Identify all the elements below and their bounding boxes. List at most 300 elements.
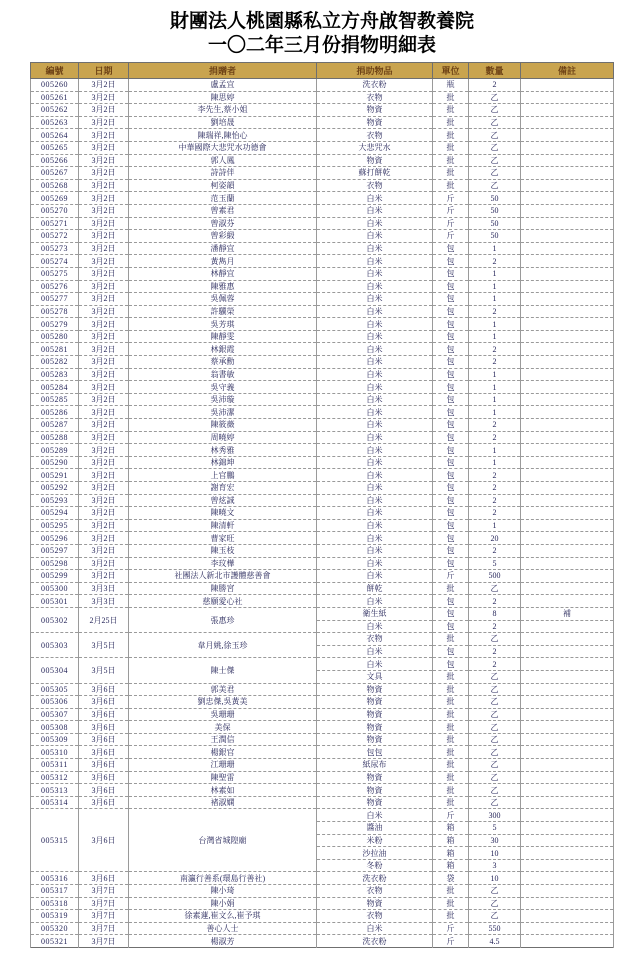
cell-item: 白米 xyxy=(317,230,433,243)
cell-date: 3月2日 xyxy=(79,368,129,381)
cell-item: 物資 xyxy=(317,104,433,117)
cell-id: 005302 xyxy=(31,607,79,632)
cell-unit: 批 xyxy=(433,796,469,809)
table-row xyxy=(31,482,614,495)
cell-item: 白米 xyxy=(317,456,433,469)
cell-date: 3月5日 xyxy=(79,658,129,683)
cell-unit: 批 xyxy=(433,129,469,142)
cell-date: 3月6日 xyxy=(79,809,129,872)
cell-note xyxy=(521,129,614,142)
cell-donor: 江珊珊 xyxy=(129,759,317,772)
table-row xyxy=(31,456,614,469)
cell-item: 白米 xyxy=(317,280,433,293)
cell-qty: 2 xyxy=(469,507,521,520)
cell-id: 005319 xyxy=(31,910,79,923)
cell-donor: 劉培晟 xyxy=(129,116,317,129)
table-row xyxy=(31,885,614,898)
cell-date: 3月7日 xyxy=(79,910,129,923)
cell-date: 3月6日 xyxy=(79,872,129,885)
table-row xyxy=(31,519,614,532)
table-row xyxy=(31,595,614,608)
cell-note xyxy=(521,885,614,898)
cell-date: 3月2日 xyxy=(79,356,129,369)
cell-date: 3月3日 xyxy=(79,595,129,608)
cell-unit: 斤 xyxy=(433,192,469,205)
cell-item: 沙拉油 xyxy=(317,847,433,860)
cell-note xyxy=(521,79,614,92)
table-row xyxy=(31,280,614,293)
table-row xyxy=(31,696,614,709)
cell-donor: 陳曉文 xyxy=(129,507,317,520)
cell-donor: 陳思婷 xyxy=(129,91,317,104)
cell-donor: 謝育宏 xyxy=(129,482,317,495)
cell-note xyxy=(521,204,614,217)
cell-donor: 潘靜宜 xyxy=(129,242,317,255)
cell-donor: 許驥榮 xyxy=(129,305,317,318)
cell-note xyxy=(521,179,614,192)
cell-donor: 林銀霞 xyxy=(129,343,317,356)
table-row xyxy=(31,796,614,809)
cell-note xyxy=(521,570,614,583)
cell-qty: 乙 xyxy=(469,746,521,759)
cell-id: 005265 xyxy=(31,141,79,154)
cell-qty: 2 xyxy=(469,595,521,608)
cell-unit: 斤 xyxy=(433,204,469,217)
table-row xyxy=(31,267,614,280)
table-row xyxy=(31,633,614,646)
cell-qty: 乙 xyxy=(469,670,521,683)
cell-date: 3月6日 xyxy=(79,733,129,746)
cell-qty: 1 xyxy=(469,330,521,343)
cell-qty: 乙 xyxy=(469,910,521,923)
cell-note xyxy=(521,255,614,268)
cell-date: 3月2日 xyxy=(79,167,129,180)
cell-note xyxy=(521,217,614,230)
cell-date: 3月2日 xyxy=(79,419,129,432)
cell-unit: 包 xyxy=(433,343,469,356)
cell-donor: 陳清軒 xyxy=(129,519,317,532)
cell-id: 005307 xyxy=(31,708,79,721)
cell-donor: 林素如 xyxy=(129,784,317,797)
cell-note xyxy=(521,192,614,205)
cell-item: 物資 xyxy=(317,796,433,809)
cell-note xyxy=(521,544,614,557)
table-row xyxy=(31,444,614,457)
document-title xyxy=(30,10,614,58)
cell-unit: 包 xyxy=(433,305,469,318)
cell-item: 包包 xyxy=(317,746,433,759)
cell-note xyxy=(521,658,614,671)
cell-note xyxy=(521,620,614,633)
table-row xyxy=(31,356,614,369)
cell-qty: 3 xyxy=(469,859,521,872)
table-row xyxy=(31,419,614,432)
cell-unit: 批 xyxy=(433,179,469,192)
cell-qty: 乙 xyxy=(469,129,521,142)
donation-table xyxy=(30,62,614,948)
cell-item: 白米 xyxy=(317,532,433,545)
cell-qty: 50 xyxy=(469,230,521,243)
cell-qty: 5 xyxy=(469,822,521,835)
cell-note: 補 xyxy=(521,607,614,620)
cell-date: 3月2日 xyxy=(79,204,129,217)
cell-item: 白米 xyxy=(317,595,433,608)
cell-donor: 陳小娟 xyxy=(129,897,317,910)
cell-id: 005318 xyxy=(31,897,79,910)
cell-unit: 批 xyxy=(433,104,469,117)
cell-note xyxy=(521,771,614,784)
cell-qty: 1 xyxy=(469,393,521,406)
cell-id: 005311 xyxy=(31,759,79,772)
cell-donor: 李玟樺 xyxy=(129,557,317,570)
table-row xyxy=(31,544,614,557)
cell-date: 3月7日 xyxy=(79,922,129,935)
cell-donor: 褚淑嫻 xyxy=(129,796,317,809)
table-row xyxy=(31,368,614,381)
cell-date: 3月2日 xyxy=(79,129,129,142)
cell-unit: 批 xyxy=(433,91,469,104)
cell-unit: 包 xyxy=(433,419,469,432)
cell-note xyxy=(521,267,614,280)
cell-note xyxy=(521,935,614,948)
cell-note xyxy=(521,280,614,293)
cell-donor: 吳守義 xyxy=(129,381,317,394)
cell-donor: 周曉婷 xyxy=(129,431,317,444)
cell-qty: 乙 xyxy=(469,759,521,772)
cell-donor: 吳芳琪 xyxy=(129,318,317,331)
cell-qty: 乙 xyxy=(469,733,521,746)
cell-id: 005295 xyxy=(31,519,79,532)
cell-note xyxy=(521,419,614,432)
cell-qty: 2 xyxy=(469,419,521,432)
table-row xyxy=(31,230,614,243)
cell-item: 白米 xyxy=(317,204,433,217)
cell-item: 白米 xyxy=(317,318,433,331)
cell-qty: 1 xyxy=(469,293,521,306)
cell-id: 005315 xyxy=(31,809,79,872)
cell-item: 白米 xyxy=(317,645,433,658)
cell-date: 3月5日 xyxy=(79,633,129,658)
cell-donor: 吳佩蓉 xyxy=(129,293,317,306)
cell-item: 白米 xyxy=(317,381,433,394)
cell-donor: 陳瑞祥,陳怡心 xyxy=(129,129,317,142)
cell-unit: 批 xyxy=(433,885,469,898)
cell-date: 3月2日 xyxy=(79,91,129,104)
table-row xyxy=(31,759,614,772)
cell-item: 白米 xyxy=(317,343,433,356)
cell-note xyxy=(521,456,614,469)
cell-donor: 徐素蓮,崔文么,崔予琪 xyxy=(129,910,317,923)
cell-item: 白米 xyxy=(317,330,433,343)
table-row xyxy=(31,507,614,520)
cell-unit: 包 xyxy=(433,431,469,444)
table-row xyxy=(31,255,614,268)
cell-date: 3月2日 xyxy=(79,444,129,457)
cell-note xyxy=(521,330,614,343)
cell-unit: 斤 xyxy=(433,230,469,243)
table-row xyxy=(31,204,614,217)
cell-date: 3月2日 xyxy=(79,217,129,230)
cell-date: 3月6日 xyxy=(79,696,129,709)
cell-qty: 20 xyxy=(469,532,521,545)
cell-donor: 詩詩伴 xyxy=(129,167,317,180)
table-row xyxy=(31,242,614,255)
cell-item: 白米 xyxy=(317,293,433,306)
cell-item: 白米 xyxy=(317,469,433,482)
cell-id: 005279 xyxy=(31,318,79,331)
cell-id: 005306 xyxy=(31,696,79,709)
cell-unit: 斤 xyxy=(433,935,469,948)
cell-id: 005268 xyxy=(31,179,79,192)
table-row xyxy=(31,733,614,746)
cell-unit: 斤 xyxy=(433,922,469,935)
table-row xyxy=(31,582,614,595)
cell-unit: 包 xyxy=(433,482,469,495)
cell-item: 洗衣粉 xyxy=(317,872,433,885)
cell-qty: 1 xyxy=(469,318,521,331)
cell-unit: 包 xyxy=(433,532,469,545)
table-row xyxy=(31,104,614,117)
cell-qty: 1 xyxy=(469,456,521,469)
cell-item: 白米 xyxy=(317,192,433,205)
cell-item: 衛生紙 xyxy=(317,607,433,620)
cell-note xyxy=(521,154,614,167)
table-row xyxy=(31,192,614,205)
cell-date: 3月2日 xyxy=(79,255,129,268)
cell-qty: 8 xyxy=(469,607,521,620)
table-row xyxy=(31,406,614,419)
cell-note xyxy=(521,582,614,595)
cell-note xyxy=(521,242,614,255)
cell-unit: 瓶 xyxy=(433,79,469,92)
cell-id: 005266 xyxy=(31,154,79,167)
cell-date: 3月2日 xyxy=(79,482,129,495)
cell-item: 衣物 xyxy=(317,633,433,646)
cell-date: 3月2日 xyxy=(79,192,129,205)
cell-item: 白米 xyxy=(317,305,433,318)
cell-donor: 社團法人新北市護體慈善會 xyxy=(129,570,317,583)
cell-note xyxy=(521,809,614,822)
cell-date: 3月6日 xyxy=(79,784,129,797)
cell-id: 005316 xyxy=(31,872,79,885)
cell-donor: 南瀛行善系(環島行善社) xyxy=(129,872,317,885)
cell-unit: 批 xyxy=(433,683,469,696)
table-row xyxy=(31,469,614,482)
cell-id: 005261 xyxy=(31,91,79,104)
cell-date: 3月2日 xyxy=(79,330,129,343)
cell-item: 白米 xyxy=(317,557,433,570)
cell-donor: 台灣省城隍廟 xyxy=(129,809,317,872)
cell-id: 005303 xyxy=(31,633,79,658)
cell-note xyxy=(521,116,614,129)
cell-id: 005321 xyxy=(31,935,79,948)
table-row xyxy=(31,129,614,142)
cell-qty: 2 xyxy=(469,645,521,658)
cell-date: 3月2日 xyxy=(79,305,129,318)
cell-id: 005270 xyxy=(31,204,79,217)
cell-donor: 韋月姚,徐玉珍 xyxy=(129,633,317,658)
cell-donor: 吳沛潔 xyxy=(129,406,317,419)
cell-unit: 包 xyxy=(433,293,469,306)
cell-id: 005298 xyxy=(31,557,79,570)
table-row xyxy=(31,167,614,180)
cell-note xyxy=(521,834,614,847)
table-row xyxy=(31,897,614,910)
table-row xyxy=(31,91,614,104)
cell-unit: 包 xyxy=(433,557,469,570)
cell-unit: 箱 xyxy=(433,847,469,860)
cell-unit: 包 xyxy=(433,255,469,268)
cell-unit: 包 xyxy=(433,469,469,482)
table-row xyxy=(31,771,614,784)
cell-date: 3月6日 xyxy=(79,708,129,721)
cell-date: 3月3日 xyxy=(79,582,129,595)
cell-date: 3月6日 xyxy=(79,746,129,759)
cell-item: 白米 xyxy=(317,242,433,255)
cell-note xyxy=(521,733,614,746)
cell-qty: 2 xyxy=(469,255,521,268)
cell-item: 白米 xyxy=(317,658,433,671)
cell-unit: 包 xyxy=(433,658,469,671)
cell-item: 餅乾 xyxy=(317,582,433,595)
cell-donor: 劉忠傑,吳黃美 xyxy=(129,696,317,709)
cell-donor: 吳沛璇 xyxy=(129,393,317,406)
cell-unit: 批 xyxy=(433,733,469,746)
cell-item: 物資 xyxy=(317,733,433,746)
cell-id: 005317 xyxy=(31,885,79,898)
cell-item: 衣物 xyxy=(317,910,433,923)
cell-item: 醬油 xyxy=(317,822,433,835)
cell-qty: 2 xyxy=(469,544,521,557)
cell-item: 物資 xyxy=(317,696,433,709)
cell-unit: 包 xyxy=(433,519,469,532)
cell-note xyxy=(521,595,614,608)
cell-unit: 斤 xyxy=(433,809,469,822)
cell-donor: 郭美君 xyxy=(129,683,317,696)
cell-id: 005288 xyxy=(31,431,79,444)
cell-donor: 美保 xyxy=(129,721,317,734)
cell-donor: 陳勝宮 xyxy=(129,582,317,595)
cell-note xyxy=(521,532,614,545)
table-row xyxy=(31,393,614,406)
cell-donor: 上官鵬 xyxy=(129,469,317,482)
cell-id: 005276 xyxy=(31,280,79,293)
cell-donor: 柯姿韻 xyxy=(129,179,317,192)
cell-id: 005263 xyxy=(31,116,79,129)
cell-qty: 10 xyxy=(469,847,521,860)
cell-qty: 乙 xyxy=(469,897,521,910)
cell-item: 白米 xyxy=(317,419,433,432)
cell-date: 3月2日 xyxy=(79,79,129,92)
cell-id: 005262 xyxy=(31,104,79,117)
cell-item: 白米 xyxy=(317,494,433,507)
cell-item: 大悲咒水 xyxy=(317,141,433,154)
table-row xyxy=(31,746,614,759)
cell-note xyxy=(521,444,614,457)
cell-item: 白米 xyxy=(317,368,433,381)
header-date: 日期 xyxy=(79,63,129,79)
table-row xyxy=(31,708,614,721)
cell-unit: 批 xyxy=(433,897,469,910)
cell-note xyxy=(521,393,614,406)
cell-id: 005294 xyxy=(31,507,79,520)
cell-item: 白米 xyxy=(317,482,433,495)
cell-id: 005287 xyxy=(31,419,79,432)
cell-id: 005277 xyxy=(31,293,79,306)
cell-id: 005284 xyxy=(31,381,79,394)
cell-qty: 乙 xyxy=(469,91,521,104)
cell-date: 3月2日 xyxy=(79,343,129,356)
cell-note xyxy=(521,708,614,721)
cell-note xyxy=(521,318,614,331)
cell-unit: 批 xyxy=(433,771,469,784)
cell-unit: 包 xyxy=(433,267,469,280)
cell-qty: 2 xyxy=(469,658,521,671)
cell-id: 005293 xyxy=(31,494,79,507)
cell-note xyxy=(521,104,614,117)
cell-qty: 2 xyxy=(469,469,521,482)
cell-note xyxy=(521,872,614,885)
cell-qty: 1 xyxy=(469,280,521,293)
table-row xyxy=(31,494,614,507)
cell-item: 洗衣粉 xyxy=(317,79,433,92)
table-row xyxy=(31,343,614,356)
table-row xyxy=(31,935,614,948)
cell-note xyxy=(521,897,614,910)
cell-donor: 善心人士 xyxy=(129,922,317,935)
cell-date: 3月2日 xyxy=(79,318,129,331)
cell-unit: 批 xyxy=(433,784,469,797)
cell-id: 005304 xyxy=(31,658,79,683)
cell-qty: 50 xyxy=(469,192,521,205)
cell-donor: 曾淑芬 xyxy=(129,217,317,230)
cell-date: 3月6日 xyxy=(79,759,129,772)
cell-date: 3月2日 xyxy=(79,381,129,394)
cell-id: 005289 xyxy=(31,444,79,457)
cell-qty: 乙 xyxy=(469,633,521,646)
cell-donor: 王潤信 xyxy=(129,733,317,746)
cell-qty: 1 xyxy=(469,444,521,457)
cell-item: 白米 xyxy=(317,922,433,935)
cell-note xyxy=(521,494,614,507)
cell-donor: 李先生,蔡小姐 xyxy=(129,104,317,117)
cell-unit: 批 xyxy=(433,759,469,772)
cell-qty: 1 xyxy=(469,406,521,419)
cell-item: 米粉 xyxy=(317,834,433,847)
cell-donor: 黃雋月 xyxy=(129,255,317,268)
cell-id: 005313 xyxy=(31,784,79,797)
cell-unit: 斤 xyxy=(433,217,469,230)
cell-donor: 翁書敏 xyxy=(129,368,317,381)
cell-donor: 陳士傑 xyxy=(129,658,317,683)
cell-item: 衣物 xyxy=(317,885,433,898)
cell-unit: 包 xyxy=(433,242,469,255)
cell-date: 3月2日 xyxy=(79,507,129,520)
cell-note xyxy=(521,847,614,860)
cell-date: 3月2日 xyxy=(79,494,129,507)
cell-note xyxy=(521,406,614,419)
cell-unit: 批 xyxy=(433,633,469,646)
cell-unit: 包 xyxy=(433,507,469,520)
cell-unit: 包 xyxy=(433,318,469,331)
cell-note xyxy=(521,91,614,104)
cell-unit: 批 xyxy=(433,708,469,721)
cell-unit: 包 xyxy=(433,368,469,381)
cell-id: 005292 xyxy=(31,482,79,495)
cell-item: 衣物 xyxy=(317,129,433,142)
cell-id: 005272 xyxy=(31,230,79,243)
cell-item: 文具 xyxy=(317,670,433,683)
